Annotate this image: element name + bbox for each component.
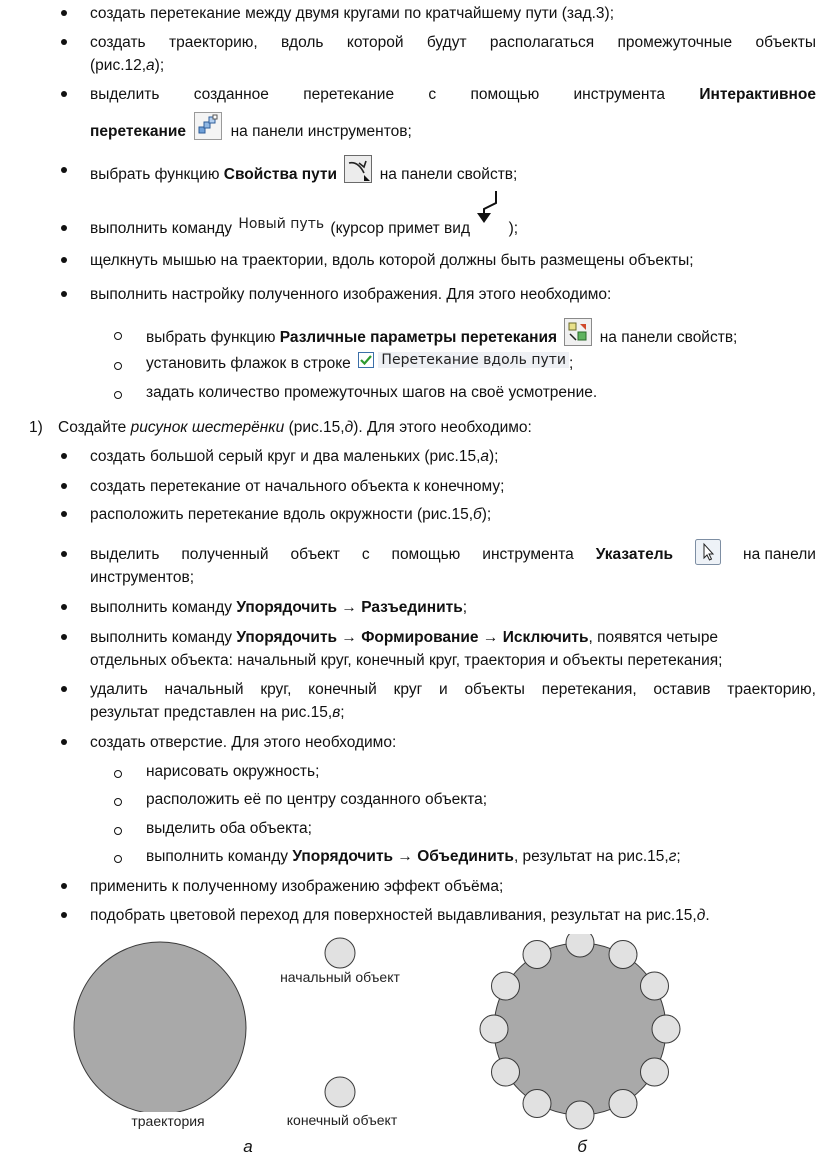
text: создать перетекание от начального объекта к конечному; bbox=[90, 478, 505, 495]
interactive-blend-tool-icon bbox=[194, 112, 222, 140]
pointer-tool-icon bbox=[695, 539, 721, 565]
bold-term: Указатель bbox=[595, 546, 674, 563]
blend-step-circle bbox=[652, 1015, 680, 1043]
text: создать перетекание между двумя кругами по кратчайшему пути (зад.3); bbox=[90, 5, 615, 22]
end-object-label: конечный объект bbox=[286, 1112, 398, 1128]
word: объекты bbox=[755, 34, 816, 51]
bullet bbox=[60, 219, 70, 229]
text: нарисовать окружность; bbox=[146, 763, 320, 780]
text: создать отверстие. Для этого необходимо: bbox=[90, 734, 397, 751]
text: (рис.12,а); bbox=[90, 57, 165, 74]
text: выполнить команду Упорядочить → Объединить, результат на рис.15,г; bbox=[146, 848, 681, 865]
blend-step-circle bbox=[566, 934, 594, 957]
end-object-circle bbox=[325, 1077, 355, 1107]
bullet bbox=[60, 598, 70, 608]
bullet bbox=[60, 285, 70, 295]
word: располагаться bbox=[489, 34, 595, 51]
circle-bullet bbox=[114, 827, 122, 835]
word: которой bbox=[346, 34, 404, 51]
text: задать количество промежуточных шагов на своё усмотрение. bbox=[146, 384, 598, 401]
bullet bbox=[60, 505, 70, 515]
blend-options-icon bbox=[564, 318, 592, 346]
bullet bbox=[60, 628, 70, 638]
circle-bullet bbox=[114, 362, 122, 370]
bold-term: Свойства пути bbox=[223, 166, 338, 184]
text: щелкнуть мышью на траектории, вдоль которой должны быть размещены объекты; bbox=[90, 252, 694, 269]
justified-line: выделить созданное перетекание с помощью инструмента Интерактивное bbox=[90, 86, 816, 103]
bullet bbox=[60, 545, 70, 555]
bullet bbox=[60, 4, 70, 14]
blend-step-circle bbox=[566, 1101, 594, 1129]
text: перетекание на панели инструментов; bbox=[90, 118, 412, 146]
circle-bullet bbox=[114, 332, 122, 340]
justified-line: удалить начальный круг, конечный круг и объекты перетекания, оставив траекторию, bbox=[90, 681, 816, 698]
trajectory-circle bbox=[74, 942, 246, 1114]
bullet bbox=[60, 161, 70, 171]
text: выбрать функцию Свойства пути на панели свойств; bbox=[90, 161, 517, 189]
bullet bbox=[60, 877, 70, 887]
path-properties-icon bbox=[344, 155, 372, 183]
word: создать bbox=[90, 34, 146, 51]
bullet bbox=[60, 251, 70, 261]
blend-along-path-label: Перетекание вдоль пути bbox=[378, 352, 569, 368]
text: выполнить команду Новый путь (курсор примет вид ); bbox=[90, 219, 518, 239]
text: выделить оба объекта; bbox=[146, 820, 312, 837]
text: выбрать функцию Различные параметры перетекания на панели свойств; bbox=[146, 324, 737, 352]
cursor-arrow-icon bbox=[474, 219, 504, 239]
circle-bullet bbox=[114, 391, 122, 399]
text: отдельных объекта: начальный круг, конечный круг, траектория и объекты перетекания; bbox=[90, 652, 723, 669]
bullet bbox=[60, 447, 70, 457]
text: инструментов; bbox=[90, 569, 195, 586]
blend-step-circle bbox=[492, 1058, 520, 1086]
text: подобрать цветовой переход для поверхностей выдавливания, результат на рис.15,д. bbox=[90, 907, 710, 924]
text: выполнить команду Упорядочить → Разъединить; bbox=[90, 599, 468, 616]
text: расположить перетекание вдоль окружности (рис.15,б); bbox=[90, 506, 492, 523]
figure-b-caption: б bbox=[577, 1137, 587, 1156]
blend-step-circle bbox=[523, 1090, 551, 1118]
text: расположить её по центру созданного объекта; bbox=[146, 791, 488, 808]
bullet bbox=[60, 477, 70, 487]
start-object-circle bbox=[325, 938, 355, 968]
circle-bullet bbox=[114, 855, 122, 863]
figure-a-caption: а bbox=[243, 1137, 253, 1156]
blend-step-circle bbox=[641, 972, 669, 1000]
bullet bbox=[60, 906, 70, 916]
blend-step-circle bbox=[523, 941, 551, 969]
item-number: 1) bbox=[29, 419, 43, 436]
bullet bbox=[60, 85, 70, 95]
word: вдоль bbox=[281, 34, 324, 51]
bullet bbox=[60, 680, 70, 690]
gear-base-circle bbox=[494, 943, 666, 1115]
bold-term: Различные параметры перетекания bbox=[279, 329, 558, 347]
figure-a bbox=[74, 938, 401, 1156]
text: выполнить настройку полученного изображения. Для этого необходимо: bbox=[90, 286, 612, 303]
text: выполнить команду Упорядочить → Формирование → Исключить, появятся четыре bbox=[90, 629, 719, 646]
blend-step-circle bbox=[480, 1015, 508, 1043]
justified-line bbox=[90, 33, 816, 53]
word: траекторию, bbox=[168, 34, 258, 51]
bullet bbox=[60, 733, 70, 743]
text: применить к полученному изображению эффект объёма; bbox=[90, 878, 504, 895]
new-path-button-image: Новый путь bbox=[238, 216, 325, 233]
blend-step-circle bbox=[492, 972, 520, 1000]
blend-step-circle bbox=[609, 1090, 637, 1118]
text: результат представлен на рис.15,в; bbox=[90, 704, 345, 721]
start-object-label: начальный объект bbox=[280, 969, 400, 985]
bold-term: перетекание bbox=[90, 123, 186, 141]
blend-step-circle bbox=[641, 1058, 669, 1086]
checkbox-checked-icon bbox=[358, 352, 374, 368]
bold-term: Интерактивное bbox=[699, 86, 816, 103]
figure-15 bbox=[0, 934, 816, 1159]
word: промежуточные bbox=[617, 34, 733, 51]
trajectory-label: траектория bbox=[131, 1113, 205, 1129]
blend-step-circle bbox=[609, 941, 637, 969]
circle-bullet bbox=[114, 798, 122, 806]
text: установить флажок в строке Перетекание вдоль пути ; bbox=[146, 352, 574, 372]
bullet bbox=[60, 33, 70, 43]
word: будут bbox=[426, 34, 467, 51]
justified-line: выделить полученный объект с помощью инструмента Указатель на панели bbox=[90, 545, 816, 571]
circle-bullet bbox=[114, 770, 122, 778]
text: создать большой серый круг и два маленьких (рис.15,а); bbox=[90, 448, 499, 465]
figure-b bbox=[480, 934, 680, 1156]
text: Создайте рисунок шестерёнки (рис.15,д). Для этого необходимо: bbox=[58, 419, 532, 436]
